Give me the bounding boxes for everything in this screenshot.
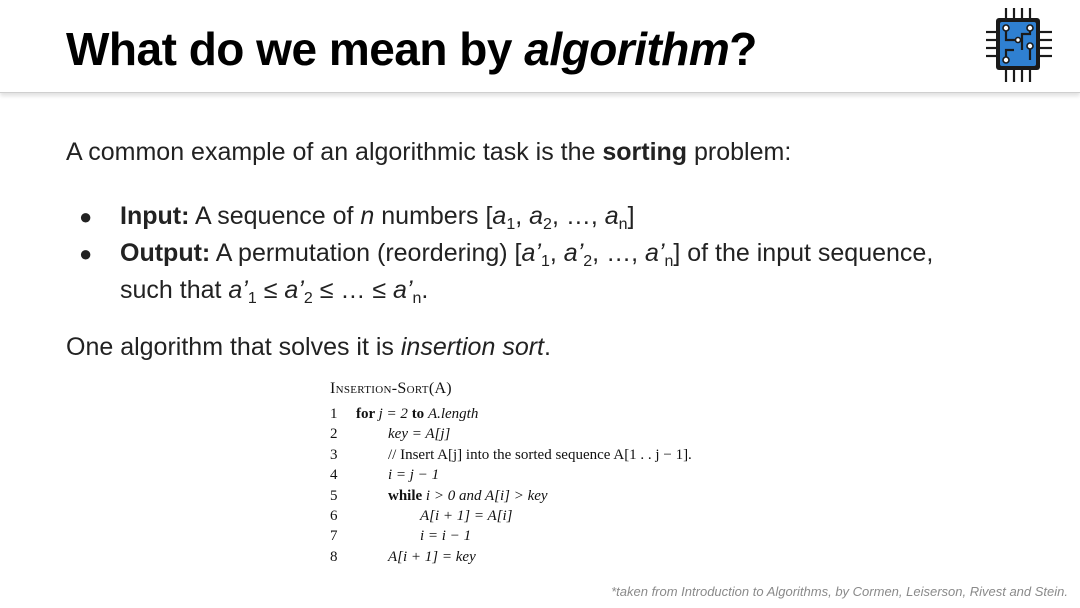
insertion-sort-emphasis: insertion sort (400, 333, 544, 361)
bullet-output: ● Output: A permutation (reordering) [$a’_1$, $a’_2$, …, $a’_n$] of the input sequence, such that $a’_1$ ≤ $a’_2$ ≤ … ≤ $a’_n$. (66, 235, 1026, 309)
pseudocode-block (330, 380, 692, 567)
code-line: 3 // Insert A[j] into the sorted sequence A[1 . . j − 1]. (330, 446, 692, 463)
title-emphasis: algorithm (524, 23, 730, 75)
code-line: 1 for j = 2 to A.length (330, 406, 479, 422)
bullet-dot: ● (79, 241, 93, 266)
code-line: 8 A[i + 1] = key (330, 548, 476, 565)
sorting-emphasis: sorting (602, 138, 688, 166)
input-label: Input: (120, 202, 190, 230)
citation-note: *taken from Introduction to Algorithms, by Cormen, Leiserson, Rivest and Stein. (611, 584, 1068, 599)
code-line: 6 A[i + 1] = A[i] (330, 507, 513, 524)
circuit-chip-icon (984, 6, 1054, 84)
slide-title: What do we mean by algorithm? (66, 23, 757, 75)
intro-sentence: A common example of an algorithmic task is the sorting problem: (66, 138, 792, 166)
code-line: 4 i = j − 1 (330, 467, 440, 484)
bullet-input: ● Input: A sequence of n numbers [$a_1$, $a_2$, …, $a_n$] (66, 198, 1026, 235)
code-line: 5 while i > 0 and A[i] > key (330, 487, 548, 504)
closing-sentence: One algorithm that solves it is insertion sort. (66, 333, 551, 361)
code-line: 7 i = i − 1 (330, 528, 472, 545)
bullet-dot: ● (79, 204, 93, 229)
code-line: 2 key = A[j] (330, 426, 451, 443)
bullet-list (66, 198, 1026, 309)
procedure-name: Insertion-Sort(A) (330, 380, 452, 397)
slide-header (0, 0, 1080, 93)
output-label: Output: (120, 239, 211, 267)
